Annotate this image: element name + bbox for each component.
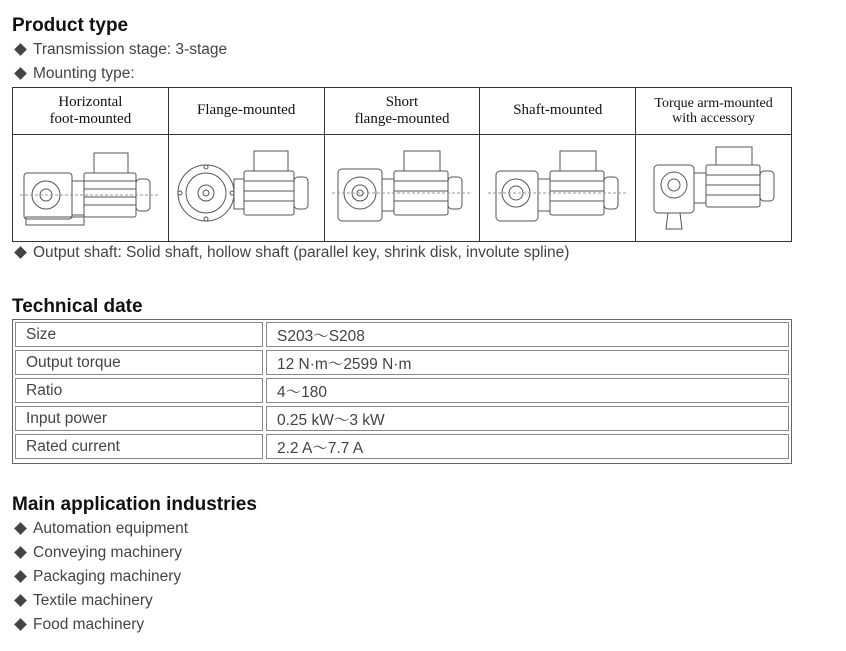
- mounting-header: [636, 88, 791, 135]
- output-shaft-text: Output shaft: Solid shaft, hollow shaft (parallel key, shrink disk, involute spline): [33, 244, 570, 261]
- torque-arm-gearmotor-icon: [636, 135, 791, 241]
- diamond-bullet-icon: [14, 246, 27, 259]
- spec-key: Input power: [15, 406, 263, 431]
- short-flange-gearmotor-icon: [325, 135, 480, 241]
- mounting-col-flange: [169, 88, 325, 241]
- table-row: [15, 322, 789, 347]
- mounting-type-table: [12, 87, 792, 242]
- table-row: [15, 406, 789, 431]
- industry-text: Textile machinery: [33, 592, 153, 609]
- diamond-bullet-icon: [14, 43, 27, 56]
- list-item: [12, 592, 153, 610]
- spec-key: Size: [15, 322, 263, 347]
- industry-text: Conveying machinery: [33, 544, 183, 561]
- shaft-mounted-gearmotor-icon: [480, 135, 635, 241]
- mounting-col-shaft: [480, 88, 636, 241]
- mounting-header: [480, 88, 635, 135]
- industry-text: Food machinery: [33, 616, 145, 633]
- mounting-header-line1: Short: [385, 93, 419, 110]
- mounting-header-line2: with accessory: [672, 111, 755, 126]
- mounting-type-text: Mounting type:: [33, 65, 135, 82]
- mounting-type-line: [12, 65, 135, 83]
- list-item: [12, 616, 144, 634]
- technical-table: [12, 319, 792, 464]
- technical-heading: Technical date: [12, 296, 143, 317]
- mounting-header-line2: foot-mounted: [49, 111, 132, 127]
- output-shaft-line: [12, 244, 569, 262]
- mounting-header: [325, 88, 480, 135]
- list-item: [12, 520, 188, 538]
- industries-heading: Main application industries: [12, 494, 257, 515]
- diamond-bullet-icon: [14, 522, 27, 535]
- mounting-header-line1: Torque arm-mounted: [654, 95, 773, 111]
- diamond-bullet-icon: [14, 67, 27, 80]
- product-type-heading: Product type: [12, 15, 129, 36]
- spec-value: 4～180: [266, 378, 789, 403]
- mounting-header: [13, 88, 168, 135]
- spec-key: Ratio: [15, 378, 263, 403]
- mounting-header-line2: flange-mounted: [354, 111, 450, 127]
- industry-text: Packaging machinery: [33, 568, 182, 585]
- mounting-header-line1: Flange-mounted: [197, 102, 296, 119]
- mounting-header-line1: Shaft-mounted: [513, 102, 603, 119]
- table-row: [15, 434, 789, 459]
- spec-value: 2.2 A～7.7 A: [266, 434, 789, 459]
- industry-text: Automation equipment: [33, 520, 189, 537]
- spec-value: S203～S208: [266, 322, 789, 347]
- spec-key: Output torque: [15, 350, 263, 375]
- diamond-bullet-icon: [14, 570, 27, 583]
- spec-value: 0.25 kW～3 kW: [266, 406, 789, 431]
- mounting-col-torque-arm: [636, 88, 791, 241]
- diamond-bullet-icon: [14, 618, 27, 631]
- diamond-bullet-icon: [14, 546, 27, 559]
- list-item: [12, 544, 182, 562]
- flange-mounted-gearmotor-icon: [169, 135, 324, 241]
- diamond-bullet-icon: [14, 594, 27, 607]
- mounting-header-line1: Horizontal: [58, 93, 123, 110]
- list-item: [12, 568, 181, 586]
- mounting-header: [169, 88, 324, 135]
- mounting-col-short-flange: [325, 88, 481, 241]
- table-row: [15, 350, 789, 375]
- transmission-stage-text: Transmission stage: 3-stage: [33, 41, 228, 58]
- foot-mounted-gearmotor-icon: [13, 135, 168, 241]
- mounting-col-foot: [13, 88, 169, 241]
- spec-value: 12 N·m～2599 N·m: [266, 350, 789, 375]
- table-row: [15, 378, 789, 403]
- transmission-stage-line: [12, 41, 227, 59]
- spec-key: Rated current: [15, 434, 263, 459]
